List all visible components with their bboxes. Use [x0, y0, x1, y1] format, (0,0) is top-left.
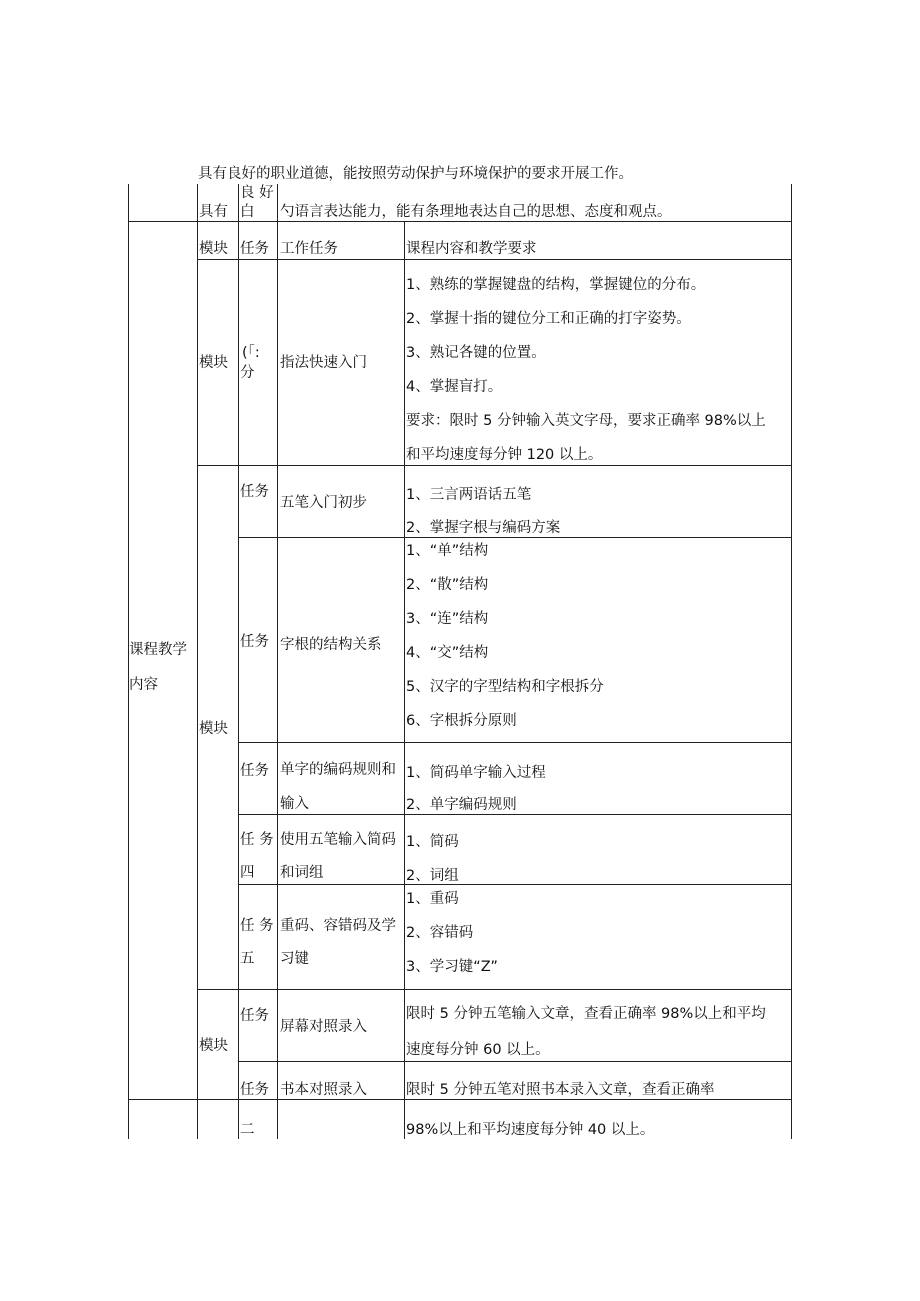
- m2-t1-item: 2、掌握字根与编码方案: [406, 520, 561, 536]
- header-content: 课程内容和教学要求: [406, 241, 537, 257]
- header-module: 模块: [199, 241, 228, 257]
- m2-t2-item: 2、“散”结构: [406, 577, 489, 593]
- m2-t5-item: 1、重码: [406, 891, 459, 907]
- module1-label: 模块: [199, 355, 228, 371]
- m3-t2-task-b: 二: [240, 1122, 255, 1138]
- m3-t1-work: 屏幕对照录入: [280, 1019, 367, 1035]
- m2-t4-task-2: 四: [240, 865, 255, 881]
- m2-t3-item: 2、单字编码规则: [406, 797, 517, 813]
- m3-t1-task: 任务: [240, 1008, 269, 1024]
- m2-t1-work: 五笔入门初步: [280, 495, 367, 511]
- m2-t5-item: 3、学习键“Z”: [406, 959, 498, 975]
- section-label-1: 课程教学: [129, 642, 187, 658]
- header-task: 任务: [240, 241, 269, 257]
- m2-t4-item: 1、简码: [406, 834, 459, 850]
- module2-label: 模块: [199, 721, 228, 737]
- m2-t1-item: 1、三言两语话五笔: [406, 487, 532, 503]
- m2-t4-task-1: 任 务: [240, 832, 274, 848]
- m2-t2-item: 4、“交”结构: [406, 645, 489, 661]
- m2-t3-work-2: 输入: [280, 796, 309, 812]
- module1-req-2: 和平均速度每分钟 120 以上。: [406, 447, 603, 463]
- module1-req-1: 要求：限时 5 分钟输入英文字母，要求正确率 98%以上: [406, 413, 766, 429]
- module1-task-a: (「:: [242, 345, 260, 361]
- m3-t2-content-2: 98%以上和平均速度每分钟 40 以上。: [406, 1122, 655, 1138]
- m2-t4-work-2: 和词组: [280, 865, 324, 881]
- m2-t5-task-2: 五: [240, 951, 255, 967]
- module1-item: 1、熟练的掌握键盘的结构，掌握键位的分布。: [406, 277, 706, 293]
- m2-t2-work: 字根的结构关系: [280, 637, 382, 653]
- m2-t2-item: 6、字根拆分原则: [406, 713, 517, 729]
- m2-t2-item: 1、“单”结构: [406, 543, 489, 559]
- m3-t2-task: 任务: [240, 1082, 269, 1098]
- m3-t2-content-1: 限时 5 分钟五笔对照书本录入文章，查看正确率: [406, 1082, 715, 1098]
- module1-work: 指法快速入门: [280, 355, 367, 371]
- m2-t3-work-1: 单字的编码规则和: [280, 762, 396, 778]
- m2-t4-item: 2、词组: [406, 868, 459, 884]
- module3-label: 模块: [199, 1038, 228, 1054]
- m2-t1-task: 任务: [240, 484, 269, 500]
- header-work: 工作任务: [280, 241, 338, 257]
- m2-t5-work-2: 习键: [280, 951, 309, 967]
- row2-col2a: 良 好: [240, 185, 274, 201]
- module1-item: 2、掌握十指的键位分工和正确的打字姿势。: [406, 311, 691, 327]
- module1-task-b: 分: [240, 365, 255, 381]
- m2-t2-item: 5、汉字的字型结构和字根拆分: [406, 679, 604, 695]
- m2-t3-task: 任务: [240, 763, 269, 779]
- section-label-2: 内容: [129, 677, 158, 693]
- m2-t3-item: 1、简码单字输入过程: [406, 765, 546, 781]
- m2-t5-task-1: 任 务: [240, 918, 274, 934]
- m3-t1-content-1: 限时 5 分钟五笔输入文章，查看正确率 98%以上和平均: [406, 1006, 766, 1022]
- m2-t4-work-1: 使用五笔输入简码: [280, 832, 396, 848]
- m2-t2-task: 任务: [240, 634, 269, 650]
- row2-col2b: 白: [240, 204, 255, 220]
- intro-line: 具有良好的职业道德，能按照劳动保护与环境保护的要求开展工作。: [198, 166, 633, 182]
- m3-t1-content-2: 速度每分钟 60 以上。: [406, 1042, 550, 1058]
- m3-t2-work: 书本对照录入: [280, 1082, 367, 1098]
- row2-col1: 具有: [199, 204, 228, 220]
- module1-item: 3、熟记各键的位置。: [406, 345, 546, 361]
- m2-t2-item: 3、“连”结构: [406, 611, 489, 627]
- m2-t5-work-1: 重码、容错码及学: [280, 918, 396, 934]
- row2-col3: 勺语言表达能力，能有条理地表达自己的思想、态度和观点。: [280, 204, 672, 220]
- module1-item: 4、掌握盲打。: [406, 379, 503, 395]
- m2-t5-item: 2、容错码: [406, 925, 474, 941]
